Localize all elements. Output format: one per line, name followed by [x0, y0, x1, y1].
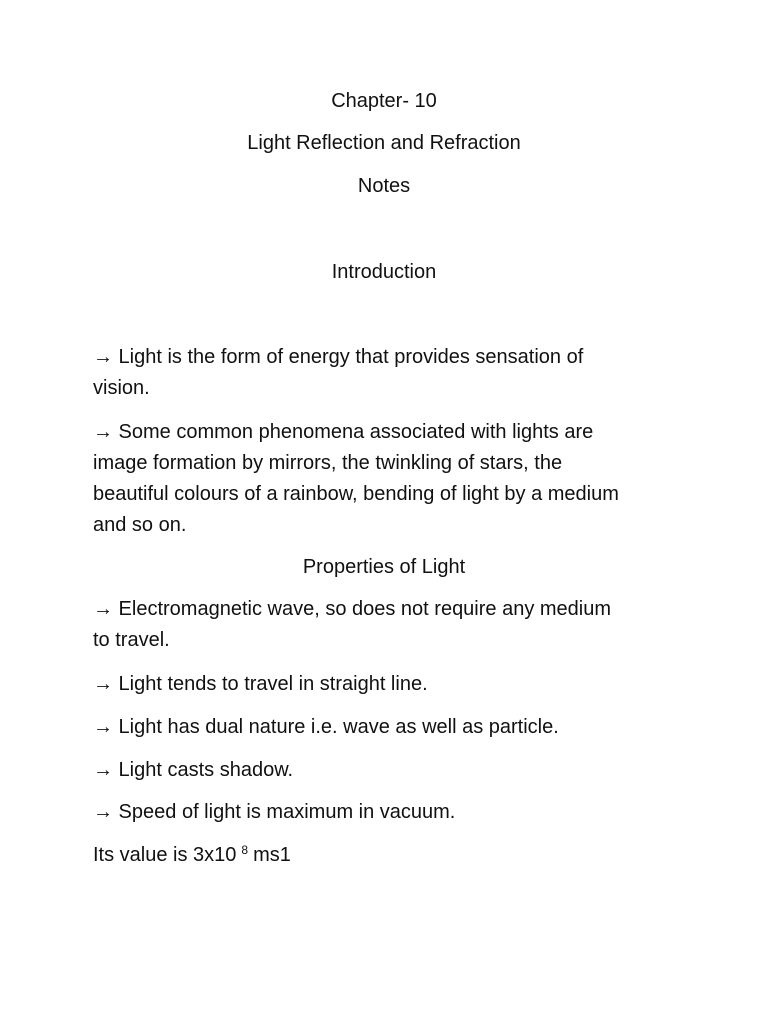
chapter-label: Chapter- 10 — [331, 90, 437, 112]
speed-value-prefix: Its value is 3x10 — [93, 844, 237, 866]
page-title: Light Reflection and Refraction — [247, 132, 521, 154]
property-3: → Light has dual nature i.e. wave as well as particle. — [93, 716, 559, 738]
intro-paragraph-1-line-2: vision. — [93, 377, 150, 399]
speed-value-unit: ms1 — [253, 844, 291, 866]
speed-value-exponent: 8 — [241, 843, 249, 857]
property-2: → Light tends to travel in straight line. — [93, 673, 428, 695]
property-1-line-1: → Electromagnetic wave, so does not require any medium — [93, 598, 612, 620]
intro-paragraph-2-line-1: → Some common phenomena associated with lights are — [93, 421, 594, 443]
property-1-line-2: to travel. — [93, 629, 170, 651]
introduction-heading: Introduction — [331, 261, 437, 283]
intro-paragraph-1-line-1: → Light is the form of energy that provides sensation of — [93, 346, 584, 368]
property-4: → Light casts shadow. — [93, 759, 294, 781]
page-subtitle: Notes — [357, 175, 411, 197]
property-5: → Speed of light is maximum in vacuum. — [93, 801, 456, 823]
intro-paragraph-2-line-3: beautiful colours of a rainbow, bending of light by a medium — [93, 483, 619, 505]
intro-paragraph-2-line-2: image formation by mirrors, the twinkling of stars, the — [93, 452, 563, 474]
intro-paragraph-2-line-4: and so on. — [93, 514, 187, 536]
properties-heading: Properties of Light — [302, 556, 466, 578]
speed-value-line — [93, 840, 291, 871]
